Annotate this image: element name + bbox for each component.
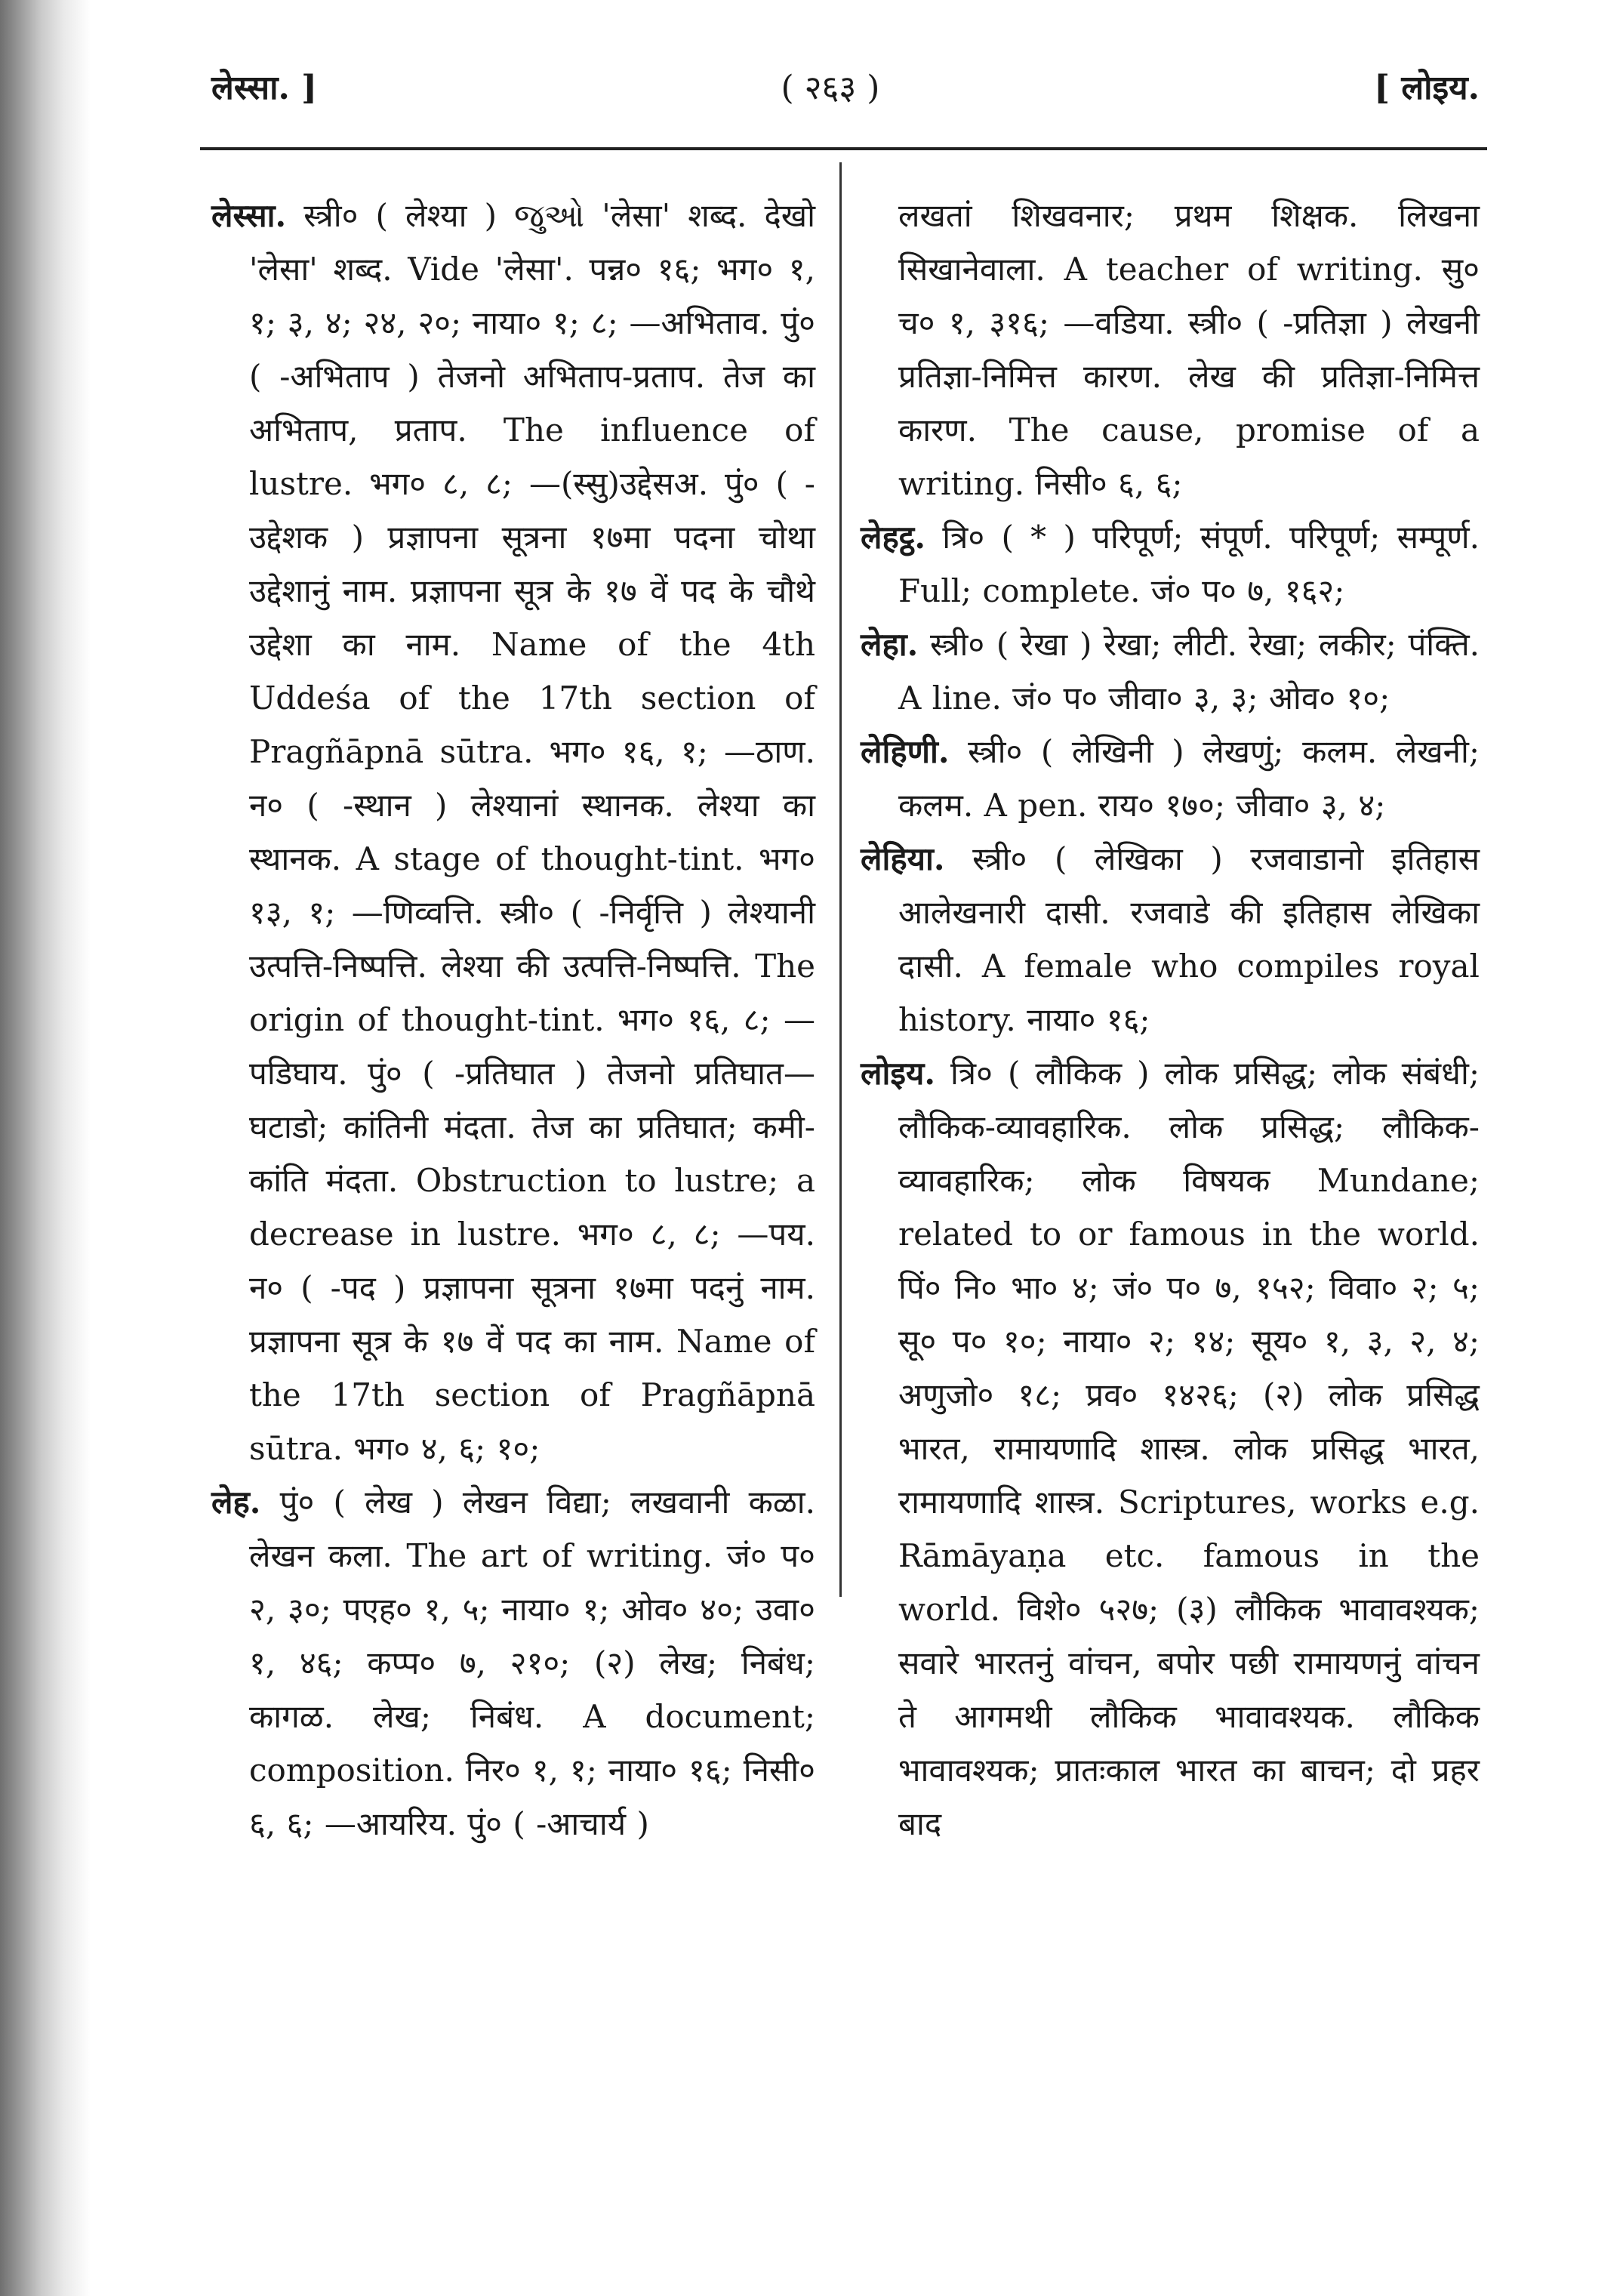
entry-headword: लेहिणी. — [861, 733, 950, 770]
header-rule — [200, 147, 1487, 150]
left-column — [211, 189, 815, 1851]
column-divider — [839, 162, 842, 1597]
entry-headword: लोइय. — [861, 1055, 935, 1092]
entry-headword: लेहा. — [861, 626, 919, 663]
dictionary-entry — [211, 1475, 815, 1851]
entry-headword: लेह. — [211, 1484, 261, 1521]
entry-headword: लेस्सा. — [211, 197, 287, 234]
dictionary-entry — [211, 189, 815, 1475]
running-head-left: लेस्सा. ] — [211, 69, 317, 107]
entry-text: स्त्री० ( रेखा ) रेखा; लीटी. रेखा; लकीर; पंक्ति. A line. जं० प० जीवा० ३, ३; ओव० १०; — [898, 626, 1480, 717]
entry-text: स्त्री० ( लेश्या ) જુઓ 'लेसा' शब्द. देखो 'लेसा' शब्द. Vide 'लेसा'. पन्न० १६; भग० १, १; ३, ४; २४, २०; नाया० १; ८; —अभिताव. पुं० ( -अभिताप ) तेजनो अभिताप-प्रताप. तेज का अभिताप, प्रताप. The influence of lustre. भग० ८, ८; —(स्सु)उद्देसअ. पुं० ( -उद्देशक ) प्रज्ञापना सूत्रना १७मा पदना चोथा उद्देशानुं नाम. प्रज्ञापना सूत्र के १७ वें पद के चौथे उद्देशा का नाम. Name of the 4th Uddeśa of the 17th section of Pragñāpnā sūtra. भग० १६, १; —ठाण. न० ( -स्थान ) लेश्यानां स्थानक. लेश्या का स्थानक. A stage of thought-tint. भग० १३, १; —णिव्वत्ति. स्त्री० ( -निर्वृत्ति ) लेश्यानी उत्पत्ति-निष्पत्ति. लेश्या की उत्पत्ति-निष्पत्ति. The origin of thought-tint. भग० १६, ८; —पडिघाय. पुं० ( -प्रतिघात ) तेजनो प्रतिघात—घटाडो; कांतिनी मंदता. तेज का प्रतिघात; कमी-कांति मंदता. Obstruction to lustre; a decrease in lustre. भग० ८, ८; —पय. न० ( -पद ) प्रज्ञापना सूत्रना १७मा पदनुं नाम. प्रज्ञापना सूत्र के १७ वें पद का नाम. Name of the 17th section of Pragñāpnā sūtra. भग० ४, ६; १०; — [249, 197, 815, 1467]
dictionary-entry-continued — [861, 189, 1480, 510]
right-column — [861, 189, 1480, 1851]
dictionary-entry — [861, 725, 1480, 832]
entry-text: स्त्री० ( लेखिनी ) लेखणुं; कलम. लेखनी; कलम. A pen. राय० १७०; जीवा० ३, ४; — [898, 733, 1480, 824]
page-number: ( २६३ ) — [781, 69, 880, 107]
entry-text: त्रि० ( * ) परिपूर्ण; संपूर्ण. परिपूर्ण; सम्पूर्ण. Full; complete. जं० प० ७, १६२; — [898, 519, 1480, 609]
entry-text: स्त्री० ( लेखिका ) रजवाडानो इतिहास आलेखनारी दासी. रजवाडे की इतिहास लेखिका दासी. A female who compiles royal history. नाया० १६; — [898, 840, 1480, 1038]
dictionary-entry — [861, 618, 1480, 725]
dictionary-entry — [861, 1046, 1480, 1851]
entry-text: त्रि० ( लौकिक ) लोक प्रसिद्ध; लोक संबंधी; लौकिक-व्यावहारिक. लोक प्रसिद्ध; लौकिक-व्यावहारिक; लोक विषयक Mundane; related to or famous in the world. पिं० नि० भा० ४; जं० प० ७, १५२; विवा० २; ५; सू० प० १०; नाया० २; १४; सूय० १, ३, २, ४; अणुजो० १८; प्रव० १४२६; (२) लोक प्रसिद्ध भारत, रामायणादि शास्त्र. लोक प्रसिद्ध भारत, रामायणादि शास्त्र. Scriptures, works e.g. Rāmāyaṇa etc. famous in the world. विशे० ५२७; (३) लौकिक भावावश्यक; सवारे भारतनुं वांचन, बपोर पछी रामायणनुं वांचन ते आगमथी लौकिक भावावश्यक. लौकिक भावावश्यक; प्रातःकाल भारत का बाचन; दो प्रहर बाद — [898, 1055, 1480, 1842]
entry-headword: लेहट्ठ. — [861, 519, 925, 556]
entry-text: लखतां शिखवनार; प्रथम शिक्षक. लिखना सिखानेवाला. A teacher of writing. सु० च० १, ३१६; —वडिया. स्त्री० ( -प्रतिज्ञा ) लेखनी प्रतिज्ञा-निमित्त कारण. लेख की प्रतिज्ञा-निमित्त कारण. The cause, promise of a writing. निसी० ६, ६; — [898, 197, 1480, 502]
dictionary-entry — [861, 510, 1480, 618]
entry-headword: लेहिया. — [861, 840, 945, 877]
dictionary-entry — [861, 832, 1480, 1046]
running-head-right: [ लोइय. — [1374, 69, 1480, 107]
entry-text: पुं० ( लेख ) लेखन विद्या; लखवानी कळा. लेखन कला. The art of writing. जं० प० २, ३०; पएह० १, ५; नाया० १; ओव० ४०; उवा० १, ४६; कप्प० ७, २१०; (२) लेख; निबंध; कागळ. लेख; निबंध. A document; composition. निर० १, १; नाया० १६; निसी० ६, ६; —आयरिय. पुं० ( -आचार्य ) — [249, 1484, 815, 1842]
